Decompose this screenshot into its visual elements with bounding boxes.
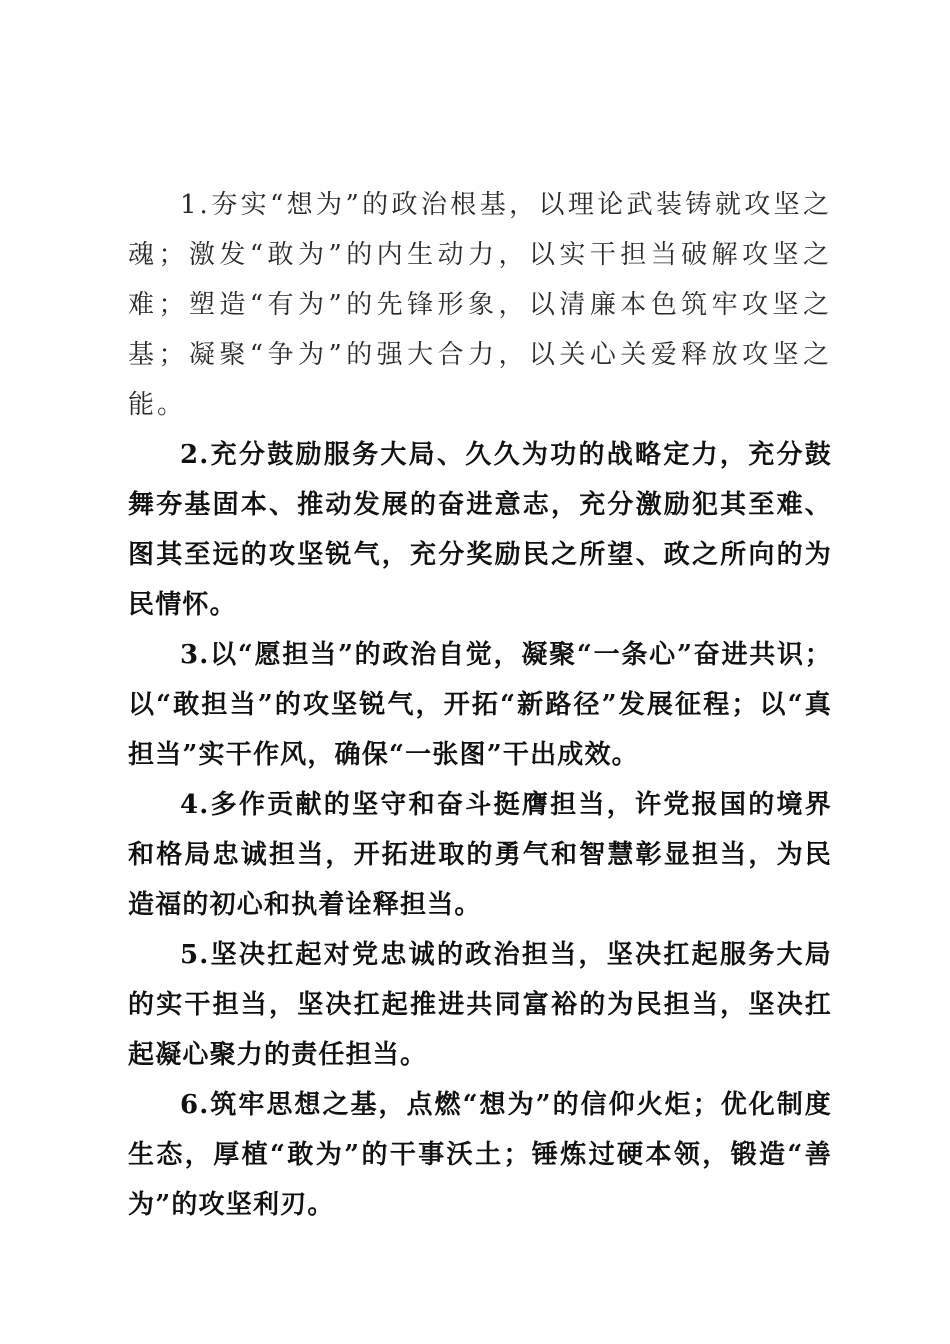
paragraph-3: 3.以“愿担当”的政治自觉，凝聚“一条心”奋进共识；以“敢担当”的攻坚锐气，开拓“新路径”发展征程；以“真担当”实干作风，确保“一张图”干出成效。 — [128, 640, 832, 770]
paragraph-5: 5.坚决扛起对党忠诚的政治担当，坚决扛起服务大局的实干担当，坚决扛起推进共同富裕的为民担当，坚决扛起凝心聚力的责任担当。 — [128, 940, 832, 1070]
paragraph-4: 4.多作贡献的坚守和奋斗挺膺担当，许党报国的境界和格局忠诚担当，开拓进取的勇气和智慧彰显担当，为民造福的初心和执着诠释担当。 — [128, 790, 832, 920]
document-body — [128, 180, 832, 1230]
paragraph-1: 1.夯实“想为”的政治根基，以理论武装铸就攻坚之魂；激发“敢为”的内生动力，以实干担当破解攻坚之难；塑造“有为”的先锋形象，以清廉本色筑牢攻坚之基；凝聚“争为”的强大合力，以关心关爱释放攻坚之能。 — [128, 190, 832, 420]
paragraph-2: 2.充分鼓励服务大局、久久为功的战略定力，充分鼓舞夯基固本、推动发展的奋进意志，充分激励犯其至难、图其至远的攻坚锐气，充分奖励民之所望、政之所向的为民情怀。 — [128, 440, 832, 620]
paragraph-6: 6.筑牢思想之基，点燃“想为”的信仰火炬；优化制度生态，厚植“敢为”的干事沃土；锤炼过硬本领，锻造“善为”的攻坚利刃。 — [128, 1090, 832, 1220]
